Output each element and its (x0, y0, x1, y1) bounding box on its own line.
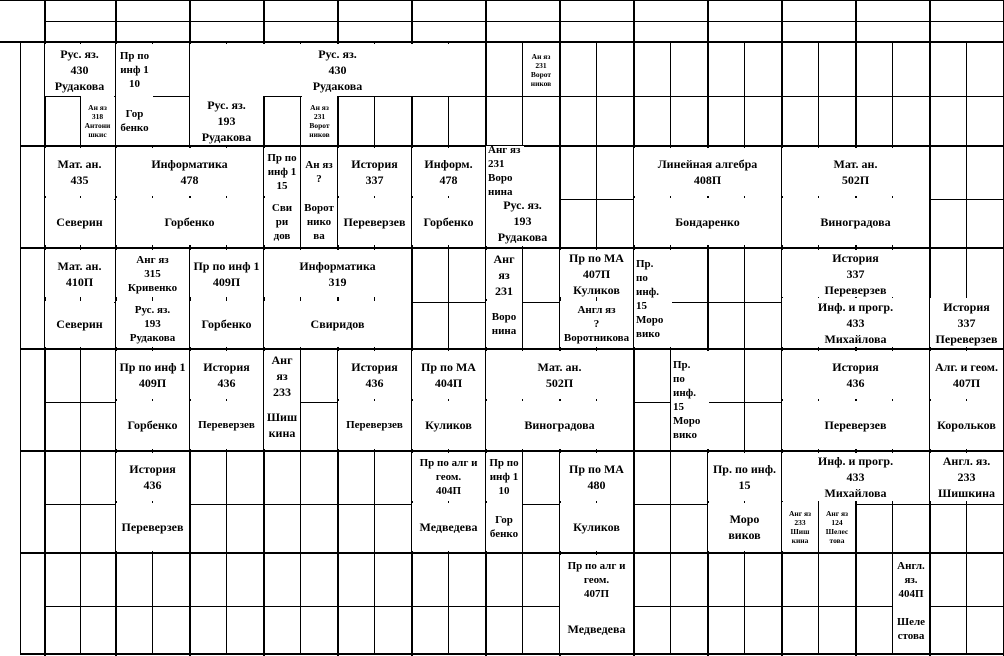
lesson-cell (116, 301, 189, 347)
time-slot-label (20, 553, 44, 654)
lesson-text: Переверзев (346, 419, 403, 431)
lesson-text: Рудакова (129, 332, 176, 344)
lesson-text: 409П (138, 376, 167, 390)
lesson-cell (45, 301, 114, 347)
lesson-text: Анг яз (488, 146, 521, 156)
lesson-cell (190, 301, 263, 347)
sub-column-line (744, 42, 745, 654)
lesson-cell (302, 96, 337, 145)
lesson-text: Рус. яз. (134, 304, 171, 316)
lesson-cell (81, 96, 114, 145)
lesson-text: Анг (271, 353, 293, 367)
lesson-cell (782, 401, 929, 449)
lesson-text: Моро (673, 415, 701, 427)
lesson-text: Инф. и прогр. (817, 299, 894, 314)
lesson-text: Мат. ан. (833, 157, 878, 171)
lesson-cell (486, 250, 522, 299)
lesson-text: 407П (582, 266, 611, 281)
lesson-text: това (829, 535, 845, 545)
lesson-cell (782, 250, 929, 297)
lesson-text: Виноградова (524, 418, 595, 432)
lesson-text: ри (275, 215, 289, 228)
lesson-cell (782, 298, 929, 347)
lesson-text: 318 (91, 111, 104, 121)
lesson-text: Пр по МА (569, 250, 624, 265)
lesson-text: Переверзев (198, 419, 255, 431)
grid-line (20, 42, 21, 654)
lesson-text: История (351, 360, 398, 374)
lesson-text: Горбенко (164, 214, 215, 229)
grid-line (44, 21, 1004, 22)
column-line (411, 0, 413, 656)
lesson-cell (412, 351, 485, 399)
lesson-cell (264, 351, 300, 401)
lesson-text: Анг яз (136, 253, 169, 266)
lesson-text: 233 (957, 470, 976, 484)
lesson-text: Рудакова (54, 79, 105, 93)
lesson-cell (893, 605, 929, 653)
lesson-text: 10 (498, 485, 510, 497)
lesson-text: Горбенко (127, 418, 178, 432)
lesson-cell (412, 148, 485, 196)
lesson-cell (116, 198, 263, 245)
lesson-text: Моро (729, 512, 760, 526)
lesson-text: Ворот (309, 120, 330, 130)
lesson-text: 407П (952, 376, 981, 390)
lesson-text: Сви (271, 201, 293, 214)
lesson-text: 231 (535, 61, 547, 70)
lesson-text: История (351, 157, 398, 171)
lesson-text: по (636, 271, 648, 284)
lesson-text: Куликов (573, 282, 620, 297)
lesson-text: Мат. ан. (537, 360, 582, 374)
lesson-text: История (203, 360, 250, 374)
lesson-cell (264, 401, 300, 449)
lesson-text: Информ. (424, 157, 473, 171)
lesson-text: 436 (846, 376, 865, 390)
lesson-text: ников (309, 129, 330, 139)
lesson-text: Рус. яз. (207, 97, 246, 112)
lesson-text: геом. (435, 471, 462, 483)
lesson-cell (338, 148, 411, 196)
lesson-text: Свиридов (310, 317, 365, 331)
lesson-text: бенко (489, 528, 519, 540)
lesson-text: Гор (125, 107, 144, 120)
lesson-cell (486, 503, 522, 551)
lesson-cell (708, 503, 781, 551)
lesson-text: Пр по инф 1 (119, 360, 186, 374)
sub-column-line (818, 42, 819, 654)
lesson-text: 404П (898, 588, 924, 600)
lesson-text: Бондаренко (675, 214, 740, 229)
lesson-text: Англ. (897, 560, 925, 572)
lesson-text: Северин (56, 317, 103, 331)
time-slot-label (20, 42, 44, 146)
lesson-cell (190, 401, 263, 449)
lesson-text: ? (593, 318, 600, 330)
lesson-text: 435 (70, 173, 89, 187)
lesson-text: 15 (673, 401, 684, 413)
lesson-text: Ан яз (305, 159, 333, 171)
lesson-cell (301, 198, 337, 245)
lesson-text: 409П (212, 274, 241, 289)
lesson-text: бенко (120, 121, 149, 134)
lesson-text: шкис (88, 129, 107, 139)
lesson-text: Рус. яз. (60, 47, 99, 61)
lesson-text: по (673, 373, 685, 385)
lesson-text: виков (728, 528, 761, 542)
lesson-text: Шишкина (938, 486, 995, 500)
lesson-cell (560, 453, 633, 501)
lesson-cell (190, 96, 263, 145)
lesson-text: 480 (587, 478, 606, 492)
lesson-cell (412, 198, 485, 245)
lesson-cell (486, 146, 524, 196)
lesson-text: 15 (738, 478, 751, 492)
lesson-text: 478 (180, 173, 199, 187)
time-slot-label (20, 451, 44, 553)
lesson-text: История (832, 360, 879, 374)
lesson-text: Англ. яз. (942, 454, 991, 468)
lesson-cell (893, 555, 929, 605)
lesson-text: Пр по алг и (567, 560, 626, 572)
lesson-cell (486, 301, 522, 347)
lesson-text: инф 1 (489, 471, 519, 483)
lesson-cell (782, 351, 929, 399)
lesson-text: Воро (491, 311, 517, 323)
lesson-text: Ан яз (531, 52, 551, 61)
lesson-cell (190, 44, 485, 96)
lesson-cell (523, 44, 559, 96)
lesson-text: инф. (673, 387, 697, 399)
lesson-text: Медведева (419, 520, 478, 534)
lesson-text: яз (498, 267, 510, 282)
lesson-text: 337 (365, 173, 384, 187)
lesson-text: Виноградова (820, 214, 891, 229)
lesson-text: 231 (313, 111, 326, 121)
lesson-text: Пр по инф 1 (193, 258, 260, 273)
lesson-cell (486, 351, 633, 399)
lesson-text: Рус. яз. (503, 198, 542, 212)
lesson-text: Пр по МА (421, 360, 476, 374)
lesson-text: Пр по МА (569, 462, 624, 476)
lesson-text: Переверзев (824, 418, 887, 432)
lesson-text: История (129, 462, 176, 476)
lesson-cell (671, 351, 709, 449)
lesson-text: Анг (493, 251, 515, 266)
lesson-text: Инф. и прогр. (817, 454, 894, 468)
lesson-cell (264, 301, 411, 347)
lesson-text: 15 (276, 180, 288, 192)
day-label (0, 350, 20, 440)
lesson-cell (45, 148, 114, 196)
sub-column-line (448, 42, 449, 654)
lesson-text: Информатика (151, 157, 228, 171)
lesson-cell (634, 198, 781, 245)
lesson-text: 10 (129, 78, 140, 90)
lesson-text: Медведева (567, 622, 626, 636)
lesson-text: 407П (583, 588, 610, 600)
lesson-text: Воротникова (563, 332, 630, 344)
lesson-text: Шиш (790, 526, 810, 536)
lesson-cell (819, 502, 855, 551)
lesson-cell (782, 148, 929, 196)
lesson-text: Пр по (119, 50, 150, 62)
sub-column-line (966, 42, 967, 654)
lesson-text: 436 (365, 376, 384, 390)
lesson-text: Рудакова (497, 230, 548, 244)
lesson-cell (560, 503, 633, 551)
lesson-text: 433 (846, 470, 865, 484)
lesson-text: инф 1 (267, 166, 297, 178)
lesson-text: 408П (693, 173, 722, 187)
lesson-text: 502П (841, 173, 870, 187)
lesson-text: Анг яз (788, 508, 812, 518)
lesson-text: 404П (435, 485, 462, 497)
sub-column-line (300, 42, 301, 654)
lesson-text: Анг яз (825, 508, 849, 518)
lesson-text: 124 (831, 517, 843, 527)
lesson-cell (116, 401, 189, 449)
lesson-cell (782, 198, 929, 245)
lesson-cell (782, 502, 818, 551)
half-line (44, 96, 1004, 97)
lesson-text: Шиш (266, 410, 298, 424)
time-slot-label (20, 248, 44, 349)
lesson-cell (782, 453, 929, 501)
lesson-text: Пр. (673, 359, 691, 371)
lesson-text: Северин (56, 214, 103, 229)
lesson-cell (486, 401, 633, 449)
lesson-text: 436 (217, 376, 236, 390)
lesson-text: нико (306, 215, 332, 228)
lesson-text: Информатика (299, 258, 376, 273)
lesson-text: Михайлова (824, 486, 887, 500)
lesson-cell (486, 453, 522, 501)
lesson-cell (264, 198, 300, 245)
lesson-text: ? (316, 173, 322, 185)
lesson-text: 404П (434, 376, 463, 390)
lesson-text: 193 (217, 113, 236, 128)
lesson-cell (264, 250, 411, 297)
lesson-text: 15 (636, 299, 647, 312)
lesson-cell (634, 148, 781, 196)
lesson-cell (412, 401, 485, 449)
lesson-text: История (832, 250, 879, 265)
lesson-text: Переверзев (824, 282, 887, 297)
lesson-text: геом. (583, 574, 610, 586)
lesson-cell (930, 453, 1003, 501)
lesson-text: 231 (495, 283, 513, 298)
lesson-text: Пр по алг и (419, 457, 478, 469)
lesson-cell (116, 96, 153, 145)
lesson-text: 233 (794, 517, 806, 527)
lesson-cell (116, 453, 189, 501)
grid-line (0, 41, 1004, 43)
lesson-text: Алг. и геом. (935, 360, 998, 374)
lesson-text: Переверзев (121, 520, 184, 534)
lesson-text: вико (636, 327, 660, 340)
lesson-text: нина (491, 325, 517, 337)
lesson-text: Пр. (636, 257, 654, 270)
lesson-cell (338, 401, 411, 449)
lesson-cell (634, 250, 672, 347)
lesson-text: Моро (636, 313, 664, 326)
time-slot-label (20, 349, 44, 451)
lesson-text: Переверзев (935, 331, 998, 346)
sub-column-line (374, 42, 375, 654)
lesson-cell (116, 148, 263, 196)
lesson-cell (45, 250, 114, 297)
lesson-text: Ан яз (310, 102, 329, 112)
lesson-text: 337 (957, 315, 976, 330)
lesson-text: Шелес (825, 526, 849, 536)
lesson-text: Ворот (530, 70, 552, 79)
lesson-text: яз (276, 369, 288, 383)
lesson-text: инф. (636, 285, 660, 298)
lesson-cell (301, 148, 337, 196)
lesson-text: Гор (495, 514, 513, 526)
lesson-text: кина (791, 535, 809, 545)
lesson-text: Линейная алгебра (657, 157, 758, 171)
lesson-text: 315 (144, 267, 161, 280)
lesson-text: Мат. ан. (57, 157, 102, 171)
lesson-cell (560, 250, 633, 297)
lesson-cell (45, 198, 114, 245)
lesson-text: Ворот (304, 201, 334, 214)
lesson-text: Рус. яз. (318, 47, 357, 61)
lesson-cell (190, 351, 263, 399)
lesson-text: Пр по (267, 152, 297, 164)
lesson-text: Англ яз (577, 304, 616, 316)
lesson-text: Куликов (425, 418, 472, 432)
lesson-text: Переверзев (343, 214, 406, 229)
lesson-text: кина (268, 426, 296, 440)
sub-column-line (670, 42, 671, 654)
lesson-text: стова (897, 630, 925, 642)
lesson-cell (190, 250, 263, 297)
lesson-text: 319 (328, 274, 347, 289)
lesson-cell (412, 503, 485, 551)
lesson-cell (560, 301, 633, 347)
lesson-text: 337 (846, 266, 865, 281)
lesson-text: 233 (273, 385, 291, 399)
lesson-cell (116, 351, 189, 399)
lesson-text: Ан яз (88, 102, 107, 112)
lesson-text: Михайлова (824, 331, 887, 346)
lesson-cell (116, 503, 189, 551)
lesson-cell (560, 605, 633, 653)
lesson-cell (930, 401, 1003, 449)
lesson-text: Рудакова (201, 129, 252, 144)
lesson-text: 502П (545, 376, 574, 390)
lesson-text: вико (673, 429, 697, 441)
lesson-text: 433 (846, 315, 865, 330)
lesson-text: 410П (65, 274, 94, 289)
lesson-cell (486, 196, 559, 246)
lesson-text: Пр по (489, 457, 519, 469)
column-line (707, 0, 709, 656)
lesson-cell (116, 44, 153, 96)
lesson-cell (930, 351, 1003, 399)
lesson-text: ников (530, 79, 552, 88)
lesson-text: Мат. ан. (57, 258, 102, 273)
lesson-text: 193 (513, 214, 532, 228)
lesson-text: Шеле (896, 616, 925, 628)
lesson-text: 231 (488, 158, 505, 170)
lesson-text: нина (488, 186, 513, 196)
lesson-cell (708, 453, 781, 501)
lesson-text: 430 (70, 63, 89, 77)
lesson-text: Горбенко (201, 317, 252, 331)
lesson-text: Кривенко (127, 281, 178, 294)
time-slot-label (20, 146, 44, 248)
lesson-cell (560, 555, 633, 605)
lesson-text: Горбенко (423, 214, 474, 229)
lesson-text: Куликов (573, 520, 620, 534)
lesson-cell (264, 148, 300, 196)
lesson-text: инф 1 (120, 64, 149, 76)
grid-line (0, 0, 1004, 1)
lesson-text: 193 (144, 318, 161, 330)
lesson-text: ва (313, 229, 325, 242)
lesson-text: Рудакова (312, 79, 363, 93)
lesson-text: 430 (328, 63, 347, 77)
lesson-text: История (943, 299, 990, 314)
half-line (44, 606, 1004, 607)
lesson-cell (412, 453, 485, 501)
lesson-text: Воро (488, 172, 513, 184)
lesson-text: Антони (84, 120, 111, 130)
sub-column-line (522, 42, 523, 654)
lesson-text: Корольков (937, 418, 996, 432)
lesson-cell (116, 250, 189, 297)
lesson-text: 436 (143, 478, 162, 492)
lesson-text: дов (273, 229, 291, 242)
lesson-text: Пр. по инф. (712, 462, 777, 476)
lesson-text: 478 (439, 173, 458, 187)
lesson-cell (45, 44, 114, 96)
lesson-cell (338, 351, 411, 399)
lesson-cell (930, 298, 1003, 347)
lesson-text: яз. (904, 574, 918, 586)
lesson-cell (338, 198, 411, 245)
